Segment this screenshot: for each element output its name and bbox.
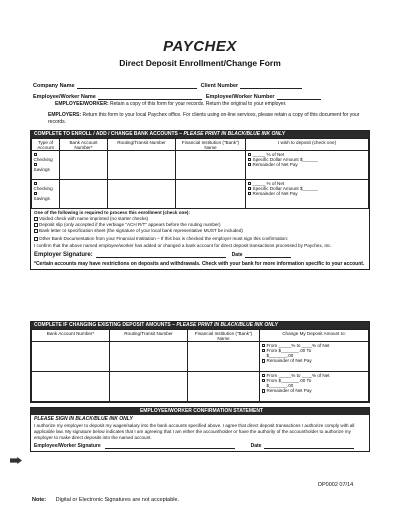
employee-signature-field[interactable] (105, 443, 235, 449)
client-number-field[interactable] (240, 83, 302, 89)
option-label: From $_______.00 To (266, 377, 312, 383)
bank-name-cell[interactable] (176, 151, 246, 180)
option-label: Other Bank Documentation from your Financial Institution – If this box is checked the employer must sign this confirmation: (39, 236, 289, 241)
deposit-remainder-option[interactable] (248, 162, 367, 167)
checkbox[interactable] (248, 158, 252, 162)
col-change-amount: Change My Deposit Amount to: (260, 330, 369, 342)
header-fields (33, 78, 373, 100)
checkbox[interactable] (34, 229, 38, 233)
bank-account-cell[interactable] (60, 151, 108, 180)
checkbox[interactable] (34, 217, 38, 221)
company-name-label: Company Name (33, 83, 75, 89)
checkbox[interactable] (262, 359, 266, 363)
option-label: Remainder of Net Pay (252, 190, 298, 196)
employers-instruction-label: EMPLOYERS: (48, 112, 82, 118)
required-documents (31, 209, 369, 250)
option-label: Checking (33, 156, 53, 162)
checkbox[interactable] (34, 182, 38, 186)
employer-signature-field[interactable] (96, 252, 226, 258)
col-bank-account-number: Bank Account Number* (32, 330, 110, 342)
table-row (32, 372, 369, 402)
employee-instruction (55, 101, 355, 108)
employers-instruction-text: Return this form to your local Paychex office. For clients using on-line services, please retain a copy of this document for your records. (48, 112, 360, 125)
table-row (32, 342, 369, 372)
confirmation-section (30, 407, 370, 452)
required-option-bank-letter[interactable] (34, 228, 366, 234)
option-label: Remainder of Net Pay (252, 161, 298, 167)
confirmation-statement: I authorize my employer to deposit my wages/salary into the bank accounts specified above. I agree that direct deposit transactions I authorize comply with all applicable law. My signature below indicates that I am agreeing that I am either the accountholder or have the authority of the accountholder to authorize my employer to make direct deposits into the named account. (34, 423, 355, 440)
bank-name-cell[interactable] (176, 180, 246, 209)
option-label: From _____% to ____% of Net (266, 342, 330, 348)
type-savings-option[interactable] (34, 191, 58, 201)
option-label: From _____% to ____% of Net (266, 372, 330, 378)
checkbox[interactable] (248, 153, 252, 157)
bank-name-cell[interactable] (188, 372, 260, 402)
checkbox[interactable] (34, 192, 38, 196)
bank-name-cell[interactable] (188, 342, 260, 372)
enroll-bar-emphasis: PLEASE PRINT IN BLACK/BLUE INK ONLY (183, 131, 286, 137)
type-checking-option[interactable] (34, 181, 58, 191)
employers-instruction (48, 112, 368, 125)
bank-account-cell[interactable] (60, 180, 108, 209)
employee-signature-label: Employee/Worker Signature (34, 443, 101, 450)
enroll-table (31, 138, 369, 209)
enroll-section (30, 130, 370, 270)
change-remainder-option[interactable] (262, 358, 367, 363)
company-name-field[interactable] (77, 83, 197, 89)
employee-date-field[interactable] (264, 443, 354, 449)
col-type-of-account: Type of Account (32, 139, 60, 151)
form-number: DP0002 07/14 (318, 482, 354, 488)
required-heading: One of the following is required to process this enrollment (check one): (34, 210, 190, 215)
checkbox[interactable] (248, 163, 252, 167)
employer-date-label: Date (231, 252, 243, 258)
checkbox[interactable] (34, 223, 38, 227)
employee-signature-row (31, 440, 369, 451)
change-bar-text: COMPLETE IF CHANGING EXISTING DEPOSIT AMOUNTS – (34, 322, 177, 328)
type-savings-option[interactable] (34, 162, 58, 172)
change-section (30, 321, 370, 403)
routing-cell[interactable] (108, 151, 176, 180)
employee-name-field[interactable] (98, 94, 202, 100)
employee-number-label: Employee/Worker Number (205, 94, 275, 100)
option-label: Specific Dollar Amount $______ (252, 156, 318, 162)
routing-cell[interactable] (110, 372, 188, 402)
routing-cell[interactable] (110, 342, 188, 372)
checkbox[interactable] (262, 374, 266, 378)
change-bar-emphasis: PLEASE PRINT IN BLACK/BLUE INK ONLY (176, 322, 278, 328)
option-label: Checking (33, 185, 53, 191)
option-label: Voided check with name imprinted (no starter checks) (39, 216, 149, 221)
change-remainder-option[interactable] (262, 388, 367, 393)
employee-name-label: Employee/Worker Name (33, 94, 96, 100)
account-restrictions-note: *Certain accounts may have restrictions on deposits and withdrawals. Check with your bank for more information specific to your account. (34, 261, 365, 267)
option-label: Deposit slip (only accepted if the verbiage "ACH R/T" appears before the routing number) (39, 222, 221, 227)
checkbox[interactable] (262, 344, 266, 348)
enroll-section-bar (31, 131, 369, 138)
change-section-bar (31, 322, 369, 329)
option-label: _____ % of Net (252, 180, 285, 186)
col-deposit-choice: I wish to deposit (check one) (246, 139, 369, 151)
table-row (32, 151, 369, 180)
checkbox[interactable] (34, 237, 38, 241)
paychex-logo: PAYCHEX (163, 38, 237, 55)
option-label: Savings (33, 196, 50, 202)
confirm-text: I confirm that the above named employee/worker has added or changed a bank account for direct deposit transactions processed by Paychex, Inc. (34, 243, 332, 248)
employee-instruction-label: EMPLOYEE/WORKER: (55, 101, 109, 107)
checkbox[interactable] (262, 379, 266, 383)
employer-signature-label: Employer Signature: (34, 252, 93, 258)
checkbox[interactable] (248, 192, 252, 196)
checkbox[interactable] (262, 349, 266, 353)
deposit-remainder-option[interactable] (248, 191, 367, 196)
routing-cell[interactable] (108, 180, 176, 209)
checkbox[interactable] (262, 389, 266, 393)
option-label: Remainder of Net Pay (266, 388, 312, 394)
footer-note-label: Note: (32, 497, 47, 503)
employee-date-label: Date (250, 443, 262, 450)
table-row (32, 180, 369, 209)
col-bank-account-number: Bank Account Number* (60, 139, 108, 151)
checkbox[interactable] (248, 187, 252, 191)
option-label: Bank letter or specification sheet (the signature of your local bank representative MUST be included) (39, 228, 243, 233)
employer-date-field[interactable] (245, 252, 291, 258)
option-label: Savings (33, 167, 50, 173)
checkbox[interactable] (248, 182, 252, 186)
change-table (31, 329, 369, 402)
confirmation-bar: EMPLOYEE/WORKER CONFIRMATION STATEMENT (31, 408, 369, 415)
change-dollar-to: $_______.00 (266, 382, 294, 388)
client-number-label: Client Number (200, 83, 239, 89)
arrow-right-icon (10, 457, 22, 464)
option-label: _____ % of Net (252, 151, 285, 157)
option-label: Remainder of Net Pay (266, 358, 312, 364)
col-bank-name: Financial Institution ("Bank") Name (188, 330, 260, 342)
bank-account-cell[interactable] (32, 342, 110, 372)
footer-note (32, 497, 179, 503)
bank-account-cell[interactable] (32, 372, 110, 402)
checkbox[interactable] (34, 153, 38, 157)
col-routing-number: Routing/Transit Number (108, 139, 176, 151)
form-title: Direct Deposit Enrollment/Change Form (119, 58, 281, 68)
enroll-bar-text: COMPLETE TO ENROLL / ADD / CHANGE BANK ACCOUNTS – (34, 131, 184, 137)
col-bank-name: Financial Institution ("Bank") Name (176, 139, 246, 151)
checkbox[interactable] (34, 163, 38, 167)
employee-instruction-text: Retain a copy of this form for your records. Return the original to your employer. (110, 101, 287, 107)
option-label: Specific Dollar Amount $______ (252, 185, 318, 191)
option-label: From $_______.00 To (266, 347, 312, 353)
employee-number-field[interactable] (277, 94, 321, 100)
required-option-other[interactable] (34, 236, 366, 242)
footer-note-text: Digital or Electronic Signatures are not acceptable. (55, 497, 180, 503)
col-routing-number: Routing/Transit Number (110, 330, 188, 342)
type-checking-option[interactable] (34, 152, 58, 162)
confirmation-sign-instruction: PLEASE SIGN IN BLACK/BLUE INK ONLY (34, 416, 133, 422)
change-dollar-to: $_______.00 (266, 352, 294, 358)
employer-signature-row (31, 250, 369, 260)
